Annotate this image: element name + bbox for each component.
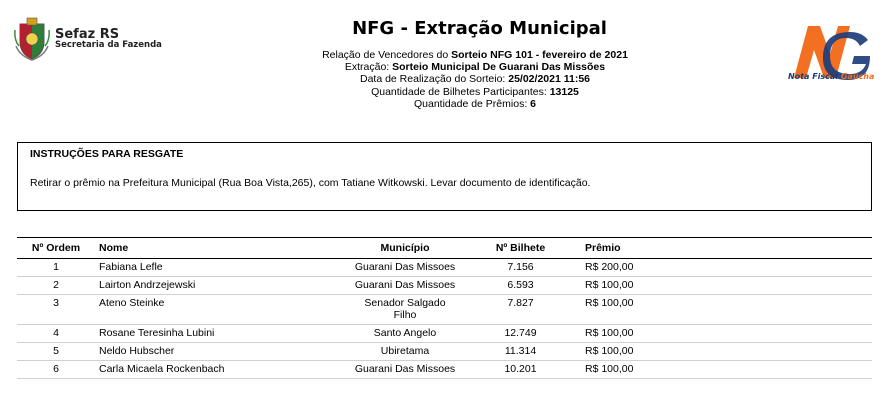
meta-value: 25/02/2021 11:56 xyxy=(508,73,590,86)
meta-line xyxy=(240,98,710,110)
cell-name: Lairton Andrzejewski xyxy=(95,277,350,295)
table-row xyxy=(17,343,872,361)
col-header-prize: Prêmio xyxy=(581,238,872,259)
nfg-logo-caption xyxy=(788,72,874,81)
meta-label: Extração: xyxy=(344,61,390,74)
cell-prize: R$ 100,00 xyxy=(581,361,872,379)
winners-table xyxy=(17,237,872,379)
table-row xyxy=(17,259,872,277)
cell-name: Carla Micaela Rockenbach xyxy=(95,361,350,379)
meta-line xyxy=(240,73,710,85)
cell-name: Fabiana Lefle xyxy=(95,259,350,277)
cell-prize: R$ 100,00 xyxy=(581,343,872,361)
cell-name: Rosane Teresinha Lubini xyxy=(95,325,350,343)
cell-ticket: 6.593 xyxy=(460,277,581,295)
meta-value: 13125 xyxy=(549,85,579,98)
cell-order: 6 xyxy=(17,361,95,379)
cell-ticket: 10.201 xyxy=(460,361,581,379)
org-name: Sefaz RS xyxy=(55,26,120,42)
col-header-municipality: Município xyxy=(350,238,460,259)
meta-value: 6 xyxy=(530,97,536,110)
cell-municipality: Guarani Das Missoes xyxy=(350,277,460,295)
table-row xyxy=(17,361,872,379)
meta-label: Quantidade de Bilhetes Participantes: xyxy=(371,85,547,98)
table-row xyxy=(17,325,872,343)
meta-label: Relação de Vencedores do xyxy=(322,49,449,61)
meta-label: Quantidade de Prêmios: xyxy=(414,97,528,110)
cell-municipality: Santo Angelo xyxy=(350,325,460,343)
org-subtitle: Secretaria da Fazenda xyxy=(55,40,162,51)
cell-municipality: Ubiretama xyxy=(350,343,460,361)
cell-ticket: 7.156 xyxy=(460,259,581,277)
cell-order: 2 xyxy=(17,277,95,295)
cell-order: 4 xyxy=(17,325,95,343)
meta-value: Sorteio NFG 101 - fevereiro de 2021 xyxy=(451,49,628,61)
cell-name: Neldo Hubscher xyxy=(95,343,350,361)
cell-order: 5 xyxy=(17,343,95,361)
meta-line xyxy=(240,61,710,73)
cell-municipality: Guarani Das Missoes xyxy=(350,259,460,277)
cell-prize: R$ 100,00 xyxy=(581,325,872,343)
instructions-text: Retirar o prêmio na Prefeitura Municipal (Rua Boa Vista,265), com Tatiane Witkowski. Levar documento de identificação. xyxy=(30,177,591,189)
meta-line xyxy=(240,86,710,98)
col-header-ticket: Nº Bilhete xyxy=(460,238,581,259)
cell-order: 1 xyxy=(17,259,95,277)
cell-municipality: Senador Salgado Filho xyxy=(350,295,460,325)
nfg-caption-accent: Gaúcha xyxy=(840,72,875,81)
table-row xyxy=(17,277,872,295)
nfg-caption-main: Nota Fiscal xyxy=(788,72,839,81)
col-header-name: Nome xyxy=(95,238,350,259)
cell-ticket: 12.749 xyxy=(460,325,581,343)
meta-label: Data de Realização do Sorteio: xyxy=(359,73,506,86)
cell-ticket: 7.827 xyxy=(460,295,581,325)
instructions-title: INSTRUÇÕES PARA RESGATE xyxy=(30,148,184,160)
cell-municipality: Guarani Das Missoes xyxy=(350,361,460,379)
report-meta xyxy=(240,49,710,110)
table-header-row xyxy=(17,238,872,259)
table-row xyxy=(17,295,872,325)
meta-line xyxy=(240,49,710,61)
cell-ticket: 11.314 xyxy=(460,343,581,361)
cell-name: Ateno Steinke xyxy=(95,295,350,325)
cell-prize: R$ 200,00 xyxy=(581,259,872,277)
page-title: NFG - Extração Municipal xyxy=(352,18,607,39)
cell-order: 3 xyxy=(17,295,95,325)
meta-value: Sorteio Municipal De Guarani Das Missões xyxy=(392,61,606,74)
instructions-box xyxy=(17,142,872,211)
cell-prize: R$ 100,00 xyxy=(581,277,872,295)
col-header-order: Nº Ordem xyxy=(17,238,95,259)
cell-prize: R$ 100,00 xyxy=(581,295,872,325)
